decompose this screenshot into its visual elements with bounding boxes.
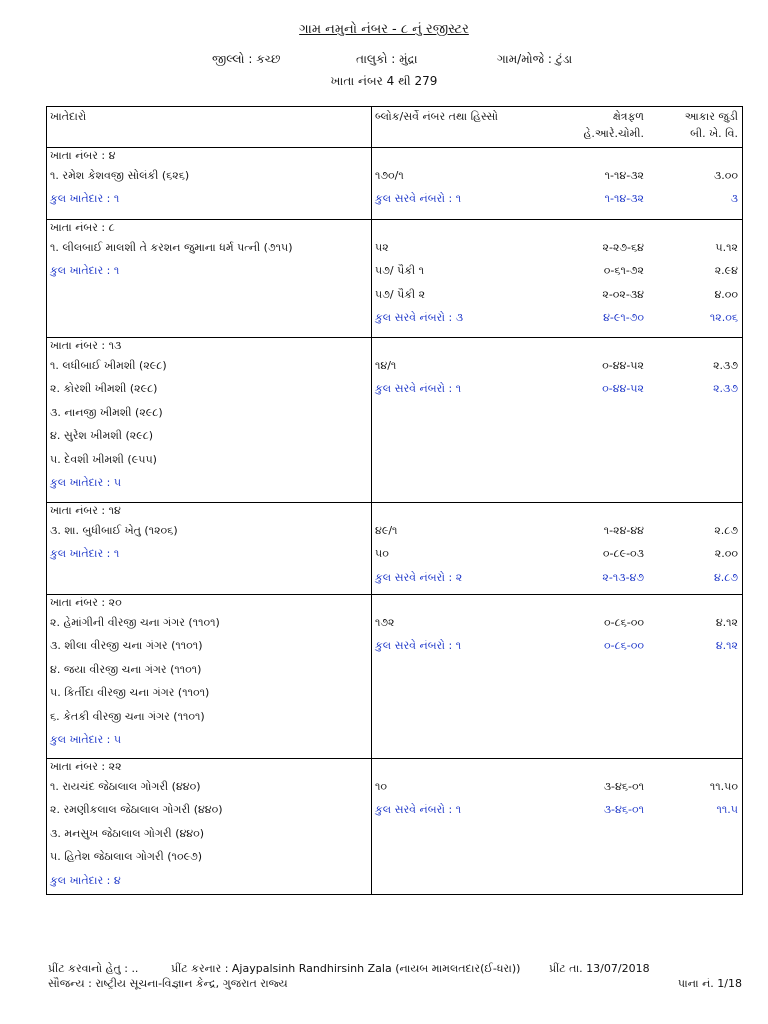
- table-row: [47, 547, 742, 565]
- area-value: ૦-૮૬-૦૦: [603, 616, 644, 629]
- assessment-value: ૨.૯૪: [714, 264, 738, 278]
- owner-name: ૨. હેમાંગીની વીરજી ચના ગંગર (૧૧૦૧): [50, 616, 220, 629]
- assessment-value: ૧૧.૫: [716, 803, 738, 817]
- survey-number: ૪૯/૧: [375, 524, 398, 537]
- table-row: [47, 453, 742, 471]
- owner-name: ૧. લધીબાઈ ખીમશી (૨૯૮): [50, 359, 167, 372]
- printed-by: પ્રીંટ કરનાર : Ajaypalsinh Randhirsinh Zala (નાયબ મામલતદાર(ઈ-ધરા)): [171, 962, 521, 975]
- khata-number: ખાતા નંબર : ૮: [50, 221, 115, 234]
- table-row: [47, 710, 742, 728]
- khata-block: [47, 758, 742, 896]
- assessment-value: ૫.૧૨: [715, 241, 738, 254]
- assessment-value: ૪.૧૨: [715, 639, 738, 653]
- assessment-column-header: આકાર જુડી: [684, 110, 738, 123]
- owner-name: ૩. શા. બુધીબાઈ ખેતુ (૧૨૦૬): [50, 524, 178, 537]
- district-label: જીલ્લો : કચ્છ: [212, 52, 281, 66]
- print-purpose: પ્રીંટ કરવાનો હેતુ : ..: [48, 962, 139, 975]
- area-value: ૦-૪૪-૫૨: [602, 382, 644, 396]
- table-row: [47, 803, 742, 821]
- owner-name: ૪. સુરેશ ખીમશી (૨૯૮): [50, 429, 154, 443]
- assessment-value: ૨.૩૭: [713, 382, 738, 396]
- owner-name: ૫. કિર્તીદા વીરજી ચના ગંગર (૧૧૦૧): [50, 686, 210, 700]
- owner-name: ૧. લીલબાઈ માલશી તે કરશન જુમાના ધર્મ પત્ની (૭૧૫): [50, 241, 293, 254]
- assessment-value: ૪.૮૭: [713, 570, 738, 584]
- area-value: ૨-૦૨-૩૪: [602, 287, 644, 301]
- table-row: [47, 241, 742, 259]
- courtesy-line: સૌજન્ય : રાષ્ટ્રીય સૂચના-વિજ્ઞાન કેન્દ્ર, ગુજરાત રાજ્ય: [48, 977, 288, 990]
- survey-number: ૧૭૨: [375, 616, 395, 629]
- table-header: [47, 107, 742, 148]
- survey-number: ૧૭૦/૧: [375, 169, 404, 182]
- survey-number: ૧૪/૧: [375, 359, 397, 372]
- print-date: પ્રીંટ તા. 13/07/2018: [549, 962, 650, 975]
- owners-column-header: ખાતેદારો: [50, 110, 87, 123]
- page-number: પાના નં. 1/18: [677, 977, 742, 990]
- taluka-label: તાલુકો : મુંદ્રા: [356, 52, 418, 66]
- table-row: [47, 169, 742, 187]
- area-value: ૩-૪૬-૦૧: [603, 780, 644, 793]
- owner-name: ૧. રમેશ કેશવજી સોલંકી (૬૨૬): [50, 169, 190, 182]
- owner-name: ૩. નાનજી ખીમશી (૨૯૮): [50, 405, 163, 419]
- table-row: [47, 429, 742, 447]
- khata-block: [47, 594, 742, 759]
- assessment-unit-header: બી. ખે. વિ.: [690, 127, 738, 140]
- area-unit-header: હે.આરે.ચોમી.: [583, 127, 644, 140]
- khata-number: ખાતા નંબર : ૨૦: [50, 596, 122, 609]
- khata-number: ખાતા નંબર : ૧૪: [50, 504, 121, 517]
- area-value: ૩-૪૬-૦૧: [603, 803, 644, 817]
- assessment-value: ૪.૦૦: [714, 287, 738, 301]
- area-value: ૦-૪૪-૫૨: [602, 359, 644, 372]
- register-title: ગામ નમુનો નંબર - ૮ નું રજીસ્ટર: [299, 22, 469, 37]
- owner-name: ૪. જયા વીરજી ચના ગંગર (૧૧૦૧): [50, 662, 202, 676]
- owner-name: ૨. કોરશી ખીમશી (૨૯૮): [50, 382, 158, 396]
- table-row: [47, 733, 742, 751]
- khata-block: [47, 147, 742, 220]
- table-row: [47, 192, 742, 210]
- khata-block: [47, 219, 742, 338]
- area-value: ૨-૨૭-૬૪: [602, 241, 644, 254]
- table-row: [47, 524, 742, 542]
- owner-name: કુલ ખાતેદાર : ૧: [50, 264, 120, 278]
- khata-number: ખાતા નંબર : ૧૩: [50, 339, 122, 352]
- table-row: [47, 616, 742, 634]
- assessment-value: ૧૧.૫૦: [709, 780, 738, 793]
- khata-range-label: ખાતા નંબર 4 થી 279: [330, 74, 438, 88]
- area-value: ૪-૯૧-૭૦: [603, 311, 644, 325]
- table-row: [47, 780, 742, 798]
- khata-block: [47, 502, 742, 595]
- table-row: [47, 311, 742, 329]
- survey-number: કુલ સરવે નંબરો : ૨: [375, 570, 463, 584]
- table-row: [47, 476, 742, 494]
- register-table: [46, 106, 743, 895]
- owner-name: ૩. શીલા વીરજી ચના ગંગર (૧૧૦૧): [50, 639, 203, 653]
- table-row: [47, 639, 742, 657]
- survey-number: ૫૭/ પૈકી ૧: [375, 264, 425, 278]
- table-row: [47, 663, 742, 681]
- owner-name: ૫. દેવશી ખીમશી (૯૫૫): [50, 452, 157, 466]
- survey-number: ૧૦: [375, 780, 388, 793]
- table-row: [47, 571, 742, 589]
- owner-name: ૨. રમણીકલાલ જેઠાલાલ ગોગરી (૪૪૦): [50, 803, 223, 817]
- area-value: ૦-૮૬-૦૦: [603, 639, 644, 653]
- survey-number: કુલ સરવે નંબરો : ૧: [375, 192, 462, 206]
- area-value: ૧-૧૪-૩૨: [604, 169, 644, 182]
- area-value: ૦-૬૧-૭૨: [603, 264, 644, 278]
- table-row: [47, 874, 742, 892]
- assessment-value: ૧૨.૦૬: [709, 311, 738, 325]
- khata-number: ખાતા નંબર : ૨૨: [50, 760, 122, 773]
- assessment-value: ૨.૮૭: [714, 524, 738, 537]
- assessment-value: ૩.૦૦: [713, 169, 738, 182]
- table-row: [47, 264, 742, 282]
- area-value: ૧-૧૪-૩૨: [604, 192, 644, 206]
- table-row: [47, 686, 742, 704]
- khata-block: [47, 337, 742, 503]
- area-value: ૨-૧૩-૪૭: [602, 570, 644, 584]
- table-row: [47, 406, 742, 424]
- owner-name: કુલ ખાતેદાર : ૧: [50, 192, 120, 206]
- owner-name: ૫. હિતેશ જેઠાલાલ ગોગરી (૧૦૯૭): [50, 850, 203, 864]
- table-row: [47, 359, 742, 377]
- table-row: [47, 850, 742, 868]
- owner-name: કુલ ખાતેદાર : ૪: [50, 873, 121, 887]
- assessment-value: ૨.૦૦: [714, 547, 738, 561]
- owner-name: કુલ ખાતેદાર : ૫: [50, 476, 122, 489]
- table-row: [47, 382, 742, 400]
- village-label: ગામ/મોજે : ટુંડા: [497, 52, 573, 66]
- survey-number: કુલ સરવે નંબરો : ૧: [375, 803, 462, 817]
- survey-number: કુલ સરવે નંબરો : ૧: [375, 382, 462, 396]
- survey-number: કુલ સરવે નંબરો : ૩: [375, 311, 464, 325]
- owner-name: ૩. મનસુખ જેઠાલાલ ગોગરી (૪૪૦): [50, 826, 205, 840]
- area-value: ૦-૮૯-૦૩: [602, 547, 644, 561]
- khata-number: ખાતા નંબર : ૪: [50, 149, 116, 162]
- survey-column-header: બ્લોક/સર્વે નંબર તથા હિસ્સો: [375, 110, 499, 123]
- area-value: ૧-૨૪-૪૪: [603, 524, 644, 537]
- survey-number: ૫૦: [375, 547, 389, 561]
- assessment-value: ૪.૧૨: [715, 616, 738, 629]
- survey-number: કુલ સરવે નંબરો : ૧: [375, 639, 462, 653]
- table-row: [47, 288, 742, 306]
- area-column-header: ક્ષેત્રફળ: [612, 110, 644, 123]
- survey-number: ૫૭/ પૈકી ૨: [375, 287, 426, 301]
- assessment-value: ૨.૩૭: [713, 359, 738, 372]
- owner-name: ૬. કેતકી વીરજી ચના ગંગર (૧૧૦૧): [50, 709, 205, 723]
- owner-name: કુલ ખાતેદાર : ૫: [50, 733, 122, 746]
- owner-name: કુલ ખાતેદાર : ૧: [50, 547, 120, 561]
- owner-name: ૧. રાયચંદ જેઠાલાલ ગોગરી (૪૪૦): [50, 780, 201, 793]
- survey-number: ૫૨: [375, 241, 389, 254]
- table-row: [47, 827, 742, 845]
- assessment-value: ૩: [730, 192, 738, 206]
